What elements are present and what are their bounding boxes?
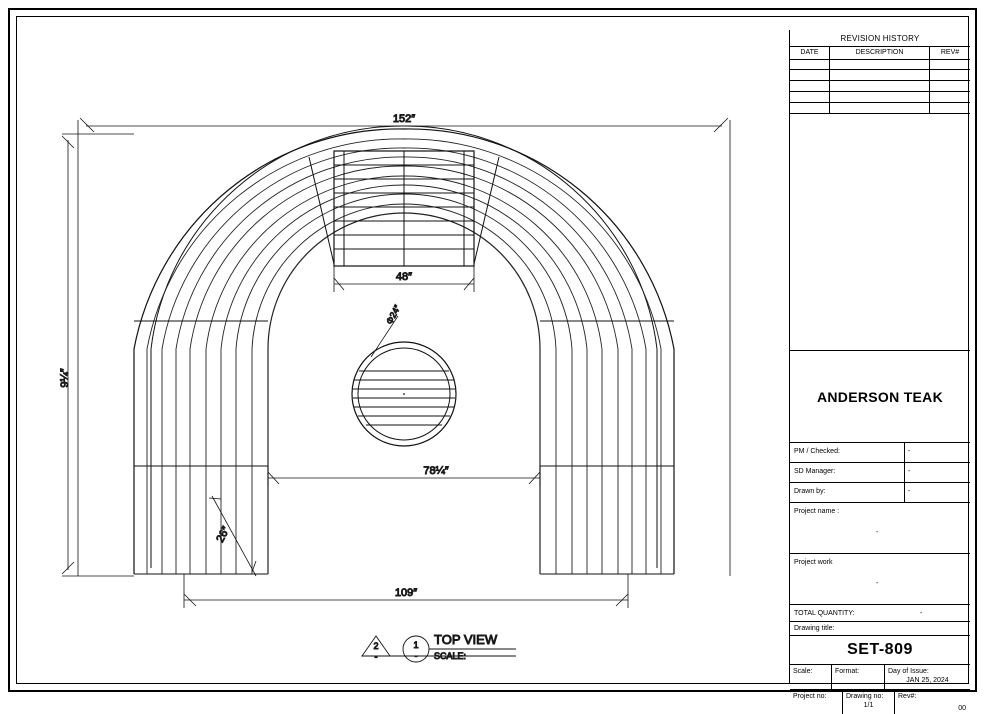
title-block <box>789 30 969 712</box>
approvals-section <box>790 443 970 503</box>
meta-row-lower <box>790 690 970 714</box>
revision-date <box>790 59 830 69</box>
drawing-code-text: SET-809 <box>847 641 913 658</box>
company-name <box>790 351 970 443</box>
day-of-issue-cell <box>885 665 970 689</box>
revision-description <box>830 92 930 102</box>
revision-rev <box>930 92 970 102</box>
revision-header-row <box>790 46 970 60</box>
revision-col-description: DESCRIPTION <box>830 46 930 59</box>
drawing-code-row <box>790 636 970 665</box>
top-view-drawing <box>16 16 789 684</box>
balloon-left-number: 2 <box>373 641 379 651</box>
table-row[interactable] <box>790 59 970 70</box>
rev-no-value: 00 <box>958 705 966 712</box>
table-row[interactable] <box>790 81 970 92</box>
revision-history-title: REVISION HISTORY <box>790 30 970 47</box>
notes-blank-area <box>790 114 970 351</box>
sd-manager-label: SD Manager: <box>794 468 836 475</box>
drawing-no-value: 1/1 <box>863 702 874 709</box>
drawn-by-label: Drawn by: <box>794 488 826 495</box>
dim-label-152: 152″ <box>392 113 416 125</box>
revision-description <box>830 103 930 113</box>
table-row[interactable] <box>790 103 970 114</box>
drawing-title-row <box>790 622 970 636</box>
rev-no-cell <box>895 690 970 714</box>
drawn-by-row <box>790 483 970 503</box>
sd-manager-row <box>790 463 970 483</box>
dim-label-26: 26″ <box>214 524 233 545</box>
scale-label: Scale: <box>793 668 813 675</box>
revision-description <box>830 81 930 91</box>
project-work-block <box>790 554 970 605</box>
company-name-text: ANDERSON TEAK <box>816 388 944 405</box>
day-of-issue-label: Day of Issue: <box>888 668 929 675</box>
total-quantity-label: TOTAL QUANTITY: <box>794 610 855 617</box>
table-row[interactable] <box>790 70 970 81</box>
view-scale-label: SCALE: <box>434 651 467 661</box>
drawing-area <box>16 16 789 684</box>
pm-checked-row <box>790 443 970 463</box>
dim-label-9-1-4: 9¼″ <box>59 368 71 388</box>
revision-col-date: DATE <box>790 46 830 59</box>
project-name-block <box>790 503 970 554</box>
drawing-no-cell <box>843 690 895 714</box>
project-work-label: Project work <box>794 559 833 566</box>
project-no-label: Project no: <box>793 693 827 700</box>
format-label: Format: <box>835 668 860 675</box>
revision-description <box>830 70 930 80</box>
total-quantity-row <box>790 605 970 622</box>
drawn-by-value: - <box>908 488 911 495</box>
revision-date <box>790 70 830 80</box>
dim-label-78-1-4: 78¼″ <box>423 465 449 477</box>
dim-overall-height-left <box>62 134 134 576</box>
dim-label-diameter-24: Φ24″ <box>384 303 403 326</box>
revision-col-rev: REV# <box>940 49 960 56</box>
revision-description <box>830 59 930 69</box>
revision-rev <box>930 81 970 91</box>
project-work-value: - <box>876 580 879 587</box>
scale-cell <box>790 665 832 689</box>
project-name-value: - <box>876 529 879 536</box>
pm-checked-label: PM / Checked: <box>794 448 840 455</box>
revision-rows <box>790 59 970 114</box>
revision-rev <box>930 70 970 80</box>
revision-date <box>790 92 830 102</box>
table-row[interactable] <box>790 92 970 103</box>
pm-checked-value: - <box>908 448 911 455</box>
drawing-title-label: Drawing title: <box>794 625 835 632</box>
format-cell <box>832 665 885 689</box>
view-title: TOP VIEW <box>434 632 498 647</box>
project-no-cell <box>790 690 843 714</box>
total-quantity-value: - <box>920 610 923 617</box>
drawing-no-label: Drawing no: <box>846 693 884 700</box>
revision-rev <box>930 59 970 69</box>
project-name-label: Project name : <box>794 508 840 515</box>
dim-middle-span <box>268 466 540 486</box>
meta-row-upper <box>790 665 970 690</box>
revision-date <box>790 103 830 113</box>
center-bench <box>334 151 474 266</box>
sd-manager-value: - <box>908 468 911 475</box>
dim-label-48: 48″ <box>395 271 413 283</box>
balloon-right-sub: - <box>414 651 418 661</box>
balloon-right-number: 1 <box>413 640 419 650</box>
balloon-left-sub: - <box>374 652 378 662</box>
day-of-issue-value: JAN 25, 2024 <box>906 677 949 684</box>
revision-rev <box>930 103 970 113</box>
dim-label-109: 109″ <box>394 587 418 599</box>
project-section <box>790 503 970 605</box>
revision-date <box>790 81 830 91</box>
rev-no-label: Rev#: <box>898 693 917 700</box>
